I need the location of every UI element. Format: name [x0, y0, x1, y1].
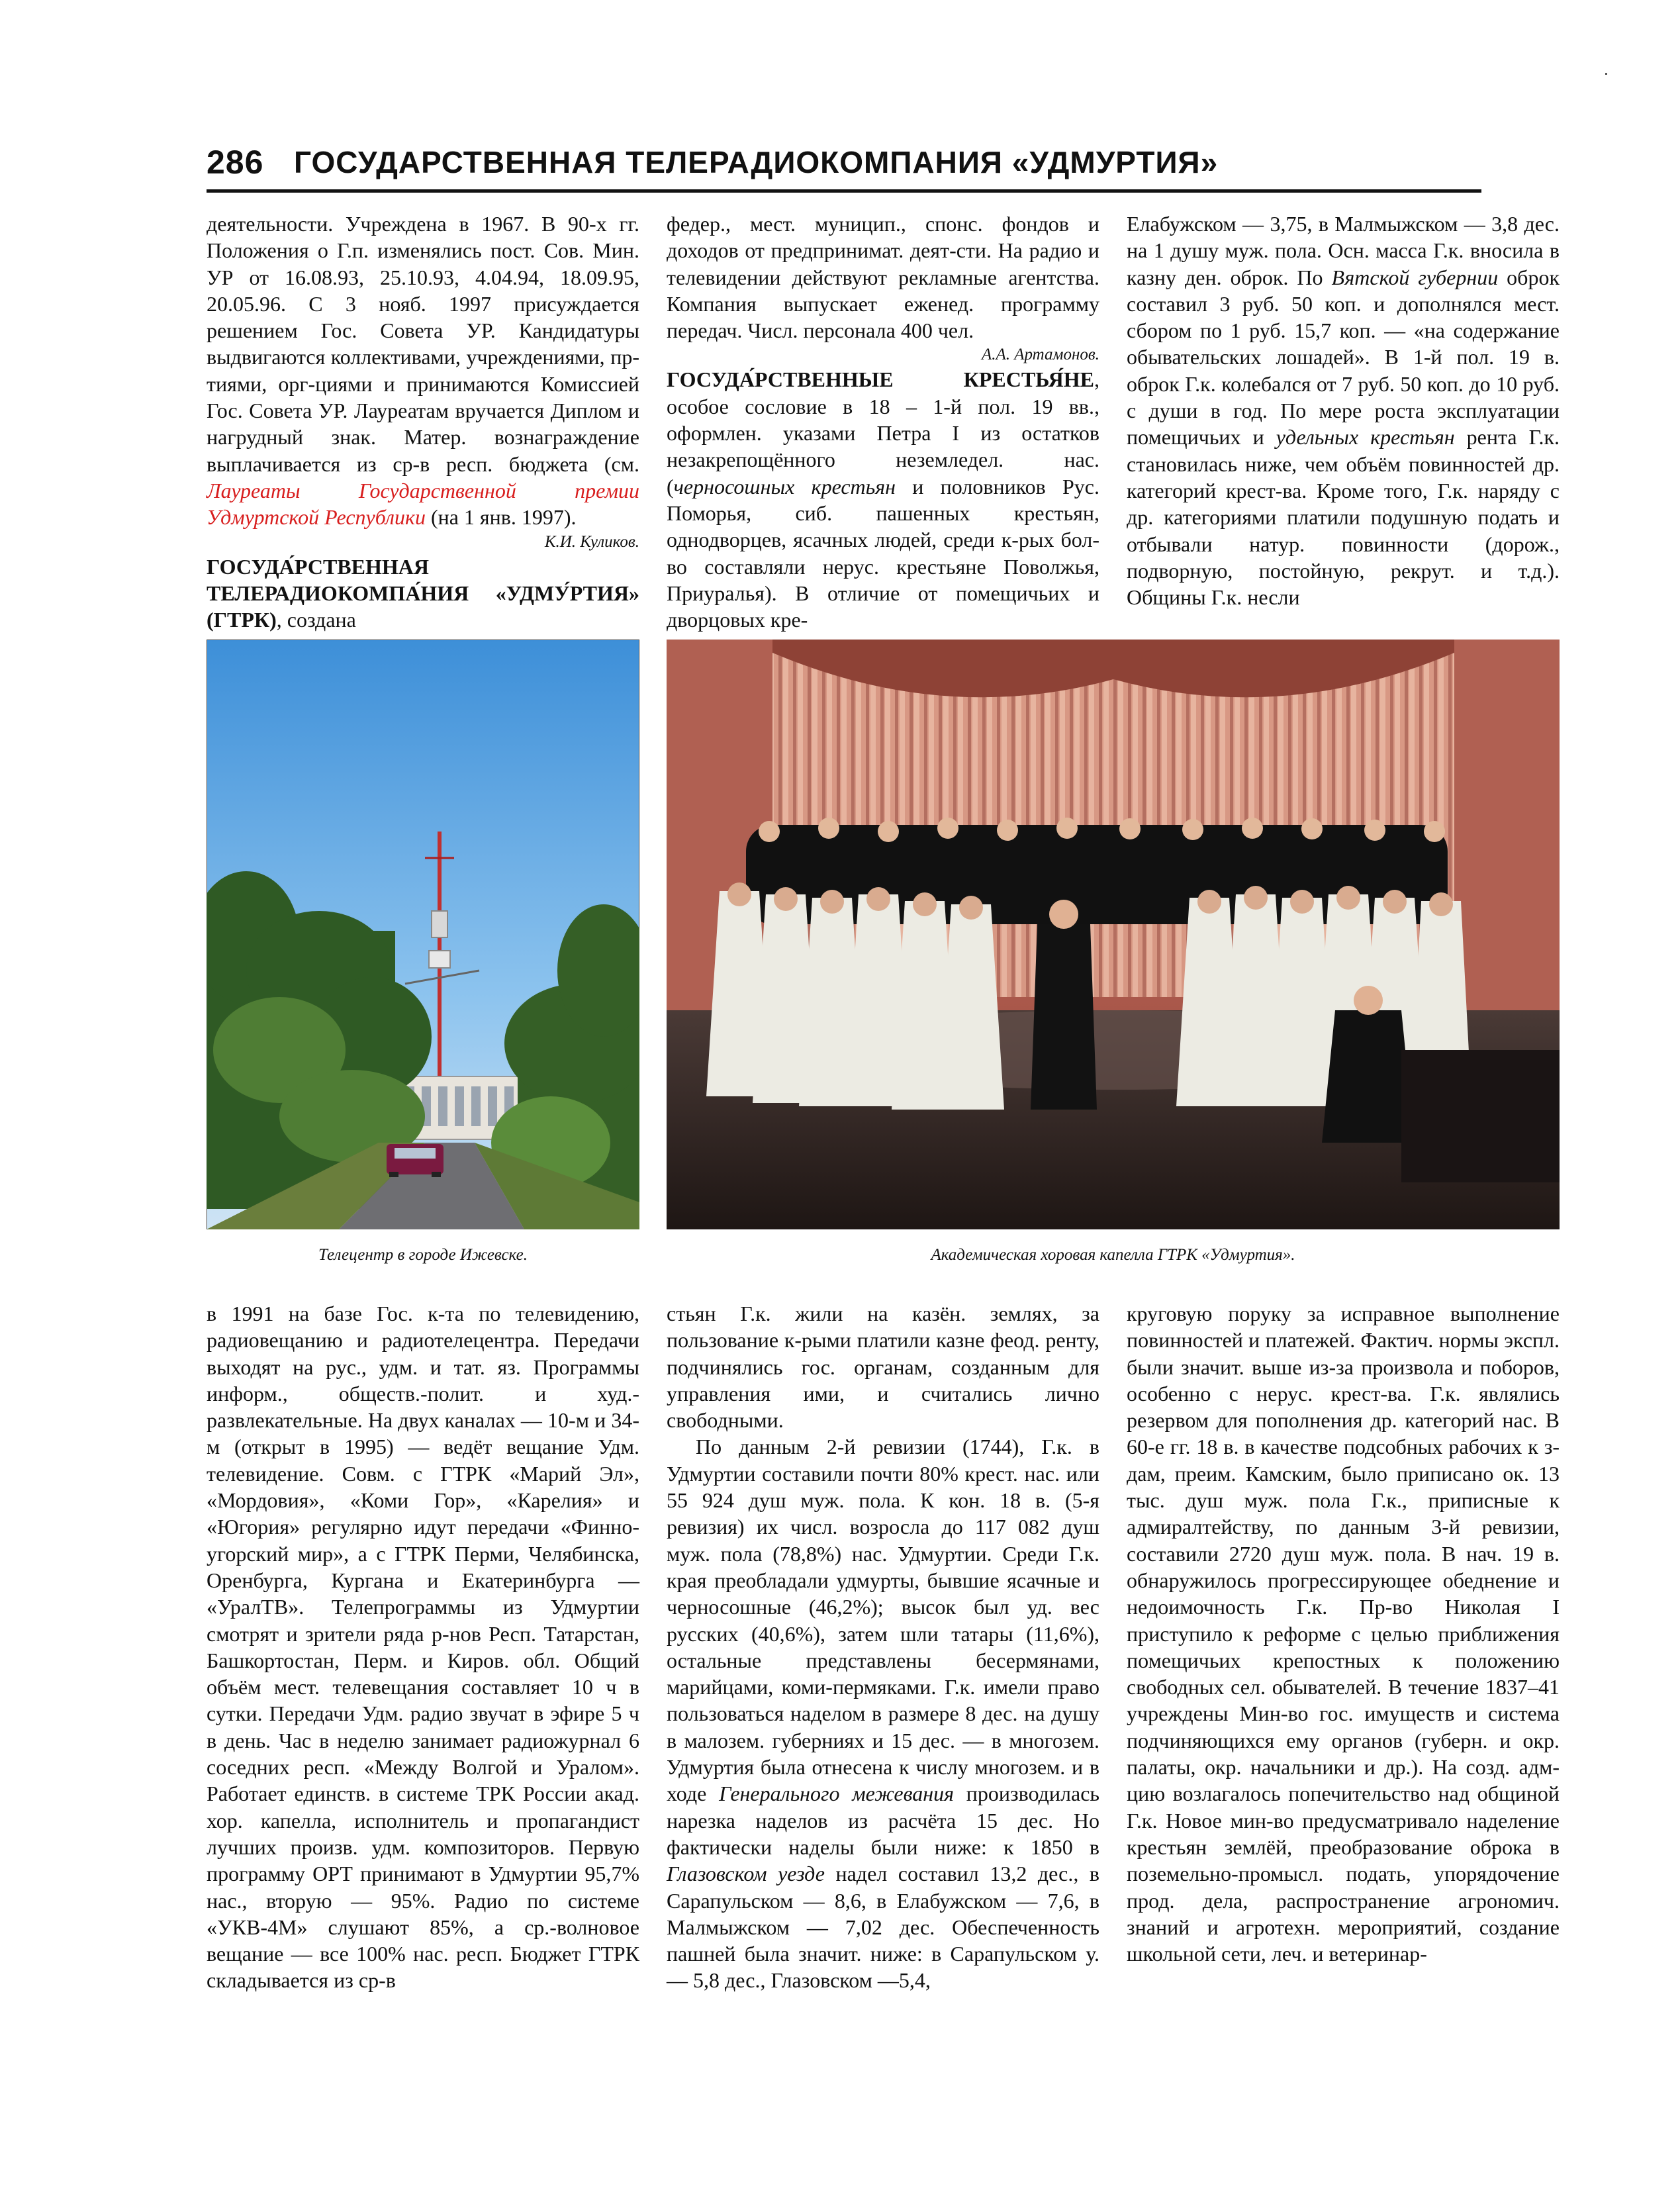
italic-term: Глазовском уезде	[667, 1862, 825, 1886]
paragraph	[1127, 211, 1560, 610]
paragraph-text: деятельности. Учреждена в 1967. В 90-х гг. Положения о Г.п. изменялись пост. Сов. Мин. УР от 16.08.93, 25.10.93, 4.04.94, 18.09.95, 20.05.96. С 3 нояб. 1997 присуждается решением Гос. Совета УР. Кандидатуры выдвигаются коллективами, учреждениями, пр-тиями, орг-циями и принимаются Комиссией Гос. Совета УР. Лауреатам вручается Диплом и нагрудный знак. Матер. вознаграждение выплачивается из ср-в респ. бюджета (см.	[207, 212, 639, 476]
telecentre-photo	[207, 640, 639, 1229]
paragraph-text: , создана	[276, 608, 356, 632]
paragraph	[207, 211, 639, 531]
page-number: 286	[207, 144, 264, 181]
top-column-1	[207, 211, 639, 633]
choir-illustration	[667, 640, 1560, 1229]
entry-paragraph	[207, 553, 639, 634]
corner-mark	[1605, 73, 1607, 75]
entry-headword: ГОСУДА́РСТВЕННАЯ ТЕЛЕРАДИОКОМПА́НИЯ «УДМУ́РТИЯ» (ГТРК)	[207, 554, 639, 632]
italic-term: черносошных крестьян	[673, 474, 896, 499]
italic-term: удельных крестьян	[1276, 425, 1455, 450]
paragraph-text: оброк составил 3 руб. 50 коп. и дополнялся мест. сбором по 1 руб. 15,7 коп. — «на содержание обывательских лошадей». В 1-й пол. 19 в. оброк Г.к. колебался от 7 руб. 50 коп. до 10 руб. с души в год. По мере роста эксплуатации помещичьих и	[1127, 265, 1560, 450]
bottom-column-1	[207, 1300, 639, 1994]
paragraph-text: производилась нарезка наделов из расчёта 15 дес. Но фактически наделы были ниже: к 1850 в	[667, 1782, 1100, 1859]
paragraph-text: (на 1 янв. 1997).	[430, 505, 577, 530]
paragraph-text: , особое сословие в 18 – 1-й пол. 19 вв., оформлен. указами Петра I из остатков незакрепощённого неземледел. нас. (	[667, 367, 1099, 499]
entry-headword: ГОСУДА́РСТВЕННЫЕ КРЕСТЬЯ́НЕ	[667, 367, 1094, 392]
running-header	[207, 136, 1481, 193]
paragraph: федер., мест. муницип., спонс. фондов и доходов от предпринимат. деят-сти. На радио и телевидении действуют рекламные агентства. Компания выпускает еженед. программу передач. Числ. персонала 400 чел.	[667, 212, 1099, 343]
author-signature: К.И. Куликов.	[544, 532, 639, 551]
paragraph-text: рента Г.к. становилась ниже, чем объём повинностей др. категорий крест-ва. Кроме того, Г.к. наряду с др. категориями платили подушную подать и отбывали натур. повинности (дорож., подворную, постойную, рекрут. и т.д.). Общины Г.к. несли	[1127, 425, 1560, 610]
author-signature: А.А. Артамонов.	[981, 346, 1099, 364]
top-column-3	[1127, 211, 1560, 610]
paragraph-text: надел составил 13,2 дес., в Сарапульском — 8,6, в Елабужском — 7,6, в Малмыжском — 7,02 дес. Обеспеченность пашней была значит. ниже: в Сарапульском у. — 5,8 дес., Глазовском —5,4,	[667, 1862, 1099, 1993]
photo-caption-right: Академическая хоровая капелла ГТРК «Удмуртия».	[931, 1246, 1295, 1264]
paragraph-text: По данным 2-й ревизии (1744), Г.к. в Удмуртии составили почти 80% крест. нас. или 55 924 душ муж. пола. К кон. 18 в. (5-я ревизия) их числ. возросла до 117 082 душ муж. пола (78,8%) нас. Удмуртии. Среди Г.к. края преобладали удмурты, бывшие ясачные и черносошные (46,2%); высок был уд. вес русских (40,6%), затем шли татары (11,6%), остальные представлены бесермянами, марийцами, коми-пермяками. Г.к. имели право пользоваться наделом в размере 8 дес. на душу в малозем. губерниях и 15 дес. — в многозем. Удмуртия была отнесена к числу многозем. и в ходе	[667, 1435, 1099, 1806]
header-rule	[207, 189, 1481, 193]
paragraph	[667, 1433, 1099, 1993]
paragraph: стьян Г.к. жили на казён. землях, за пользование к-рыми платили казне феод. ренту, подчинялись гос. органам, созданным для управления ими, и считались лично свободными.	[667, 1302, 1099, 1433]
entry-paragraph	[667, 366, 1099, 633]
choir-photo	[667, 640, 1560, 1229]
photo-caption-left: Телецентр в городе Ижевске.	[318, 1246, 528, 1264]
cross-reference-link[interactable]: Лауреаты Государственной премии Удмуртской Республики	[207, 478, 639, 530]
paragraph: в 1991 на базе Гос. к-та по телевидению, радиовещанию и радиотелецентра. Передачи выходят на рус., удм. и тат. яз. Программы информ., обществ.-полит. и худ.-развлекательные. На двух каналах — 10-м и 34-м (открыт в 1995) — ведёт вещание Удм. телевидение. Совм. с ГТРК «Марий Эл», «Мордовия», «Коми Гор», «Карелия» и «Югория» регулярно идут передачи «Финно-угорский мир», а с ГТРК Перми, Челябинска, Оренбурга, Кургана и Екатеринбурга — «УралТВ». Телепрограммы из Удмуртии смотрят и зрители ряда р-нов Респ. Татарстан, Башкортостан, Перм. и Киров. обл. Общий объём мест. телевещания составляет 10 ч в сутки. Передачи Удм. радио звучат в эфире 5 ч в день. Час в неделю занимает радиожурнал 6 соседних респ. «Между Волгой и Уралом». Работает единств. в системе ТРК России акад. хор. капелла, исполнитель и пропагандист лучших произв. удм. композиторов. Первую программу ОРТ принимают в Удмуртии 95,7% нас., вторую — 95%. Радио по системе «УКВ-4М» слушают 85%, а ср.-волновое вещание — все 100% нас. респ. Бюджет ГТРК складывается из ср-в	[207, 1302, 639, 1993]
bottom-column-2	[667, 1300, 1099, 1994]
italic-term: Вятской губернии	[1331, 265, 1499, 289]
italic-term: Генерального межевания	[719, 1782, 955, 1806]
running-title: ГОСУДАРСТВЕННАЯ ТЕЛЕРАДИОКОМПАНИЯ «УДМУРТИЯ»	[294, 145, 1219, 179]
telecentre-illustration	[207, 640, 639, 1229]
bottom-column-3	[1127, 1300, 1560, 1967]
paragraph-text: Елабужском — 3,75, в Малмыжском — 3,8 дес. на 1 душу муж. пола. Осн. масса Г.к. вносила в казну ден. оброк. По	[1127, 212, 1560, 289]
top-column-2	[667, 211, 1099, 633]
paragraph-text: и половников Рус. Поморья, сиб. пашенных крестьян, однодворцев, ясачных людей, среди к-рых бол-во составляли нерус. крестьяне Поволжья, Приуралья). В отличие от помещичьих и дворцовых кре-	[667, 474, 1099, 632]
paragraph: круговую поруку за исправное выполнение повинностей и платежей. Фактич. нормы экспл. были значит. выше из-за произвола и поборов, особенно с нерус. крест-ва. Г.к. являлись резервом для пополнения др. категорий нас. В 60-е гг. 18 в. в качестве подсобных рабочих к з-дам, преим. Камским, было приписано ок. 13 тыс. душ муж. пола Г.к., приписные к адмиралтейству, по данным 3-й ревизии, составили 2720 душ муж. пола. В нач. 19 в. обнаружилось прогрессирующее обеднение и недоимочность Г.к. Пр-во Николая I приступило к реформе с целью приближения помещичьих крепостных к положению свободных сел. обывателей. В течение 1837–41 учреждены Мин-во гос. имуществ и система подчиняющихся ему органов (губерн. и окр. палаты, окр. начальники и др.). На созд. адм-цию возлагалось попечительство над общиной Г.к. Новое мин-во предусматривало наделение крестьян землёй, преобразование оброка в поземельно-промысл. подать, упорядочение прод. дела, распространение агрономич. знаний и агротехн. мероприятий, создание школьной сети, леч. и ветеринар-	[1127, 1302, 1560, 1966]
